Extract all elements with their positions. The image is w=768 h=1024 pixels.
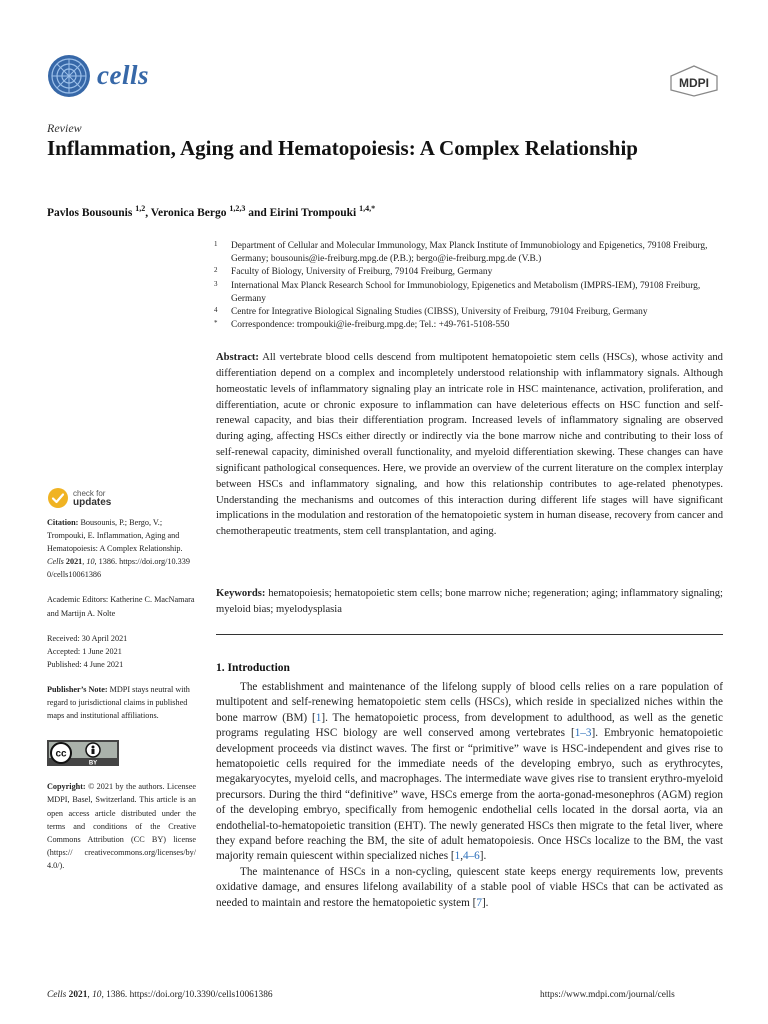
footer-year: 2021	[68, 990, 88, 1000]
keywords-label: Keywords:	[216, 588, 266, 599]
paragraph-text: ].	[481, 896, 489, 909]
affiliation-text: Faculty of Biology, University of Freiburg, 79104 Freiburg, Germany	[231, 267, 493, 278]
mdpi-logo-icon	[667, 64, 721, 98]
affiliation-item	[214, 266, 729, 279]
copyright-label: Copyright:	[47, 782, 86, 792]
affiliation-mark: *	[214, 319, 218, 328]
footer-citation: Cells 2021, 10, 1386. https://doi.org/10.3390/cells10061386	[47, 990, 273, 1000]
check-for-updates-button[interactable]	[47, 486, 196, 510]
publishers-note-text: MDPI stays neutral with regard to jurisdictional claims in published maps and institutional affiliations.	[47, 684, 190, 721]
affiliation-item	[214, 306, 729, 319]
footer-journal: Cells	[47, 990, 67, 1000]
affiliation-text: International Max Planck Research School for Immunobiology, Epigenetics and Metabolism (IMPRS-IEM), 79108 Freiburg, Germany	[231, 280, 701, 304]
author-name: Eirini Trompouki	[269, 206, 357, 219]
affiliation-text: Centre for Integrative Biological Signaling Studies (CIBSS), University of Freiburg, 79104 Freiburg, Germany	[231, 307, 648, 318]
copyright-text: © 2021 by the authors. Licensee MDPI, Basel, Switzerland. This article is an open access article distributed under the terms and conditions of the Creative Commons Attribution (CC BY) license (https:// creativecommons.org/licenses/by/ 4.0/).	[47, 782, 197, 870]
reference-link[interactable]: 1	[315, 711, 322, 724]
citation-block: Citation: Bousounis, P.; Bergo, V.; Trompouki, E. Inflammation, Aging and Hematopoiesis: A Complex Relationship. Cells 2021, 10, 1386. https://doi.org/10.3390/cells10061386	[47, 518, 190, 580]
reference-link[interactable]: 4–6	[462, 850, 480, 863]
cells-journal-logo-icon	[47, 54, 91, 98]
author-separator: ,	[145, 206, 151, 219]
paragraph-text: The maintenance of HSCs in a non-cycling, quiescent state keeps energy requirements low, prevents oxidative damage, and ensures lifelong availability of a stable pool of viable HSCs that can be activated as needed to maintain and restore the hematopoietic system [	[216, 865, 723, 909]
article-title: Inflammation, Aging and Hematopoiesis: A Complex Relationship	[47, 136, 638, 160]
received-date: Received: 30 April 2021	[47, 633, 128, 643]
publication-dates	[47, 632, 196, 671]
introduction-body	[216, 680, 723, 911]
cc-by-license-icon[interactable]	[47, 740, 119, 766]
section-divider	[216, 634, 723, 635]
citation-year: 2021	[65, 557, 83, 567]
affiliation-item	[214, 280, 729, 306]
author-name: Veronica Bergo	[150, 206, 227, 219]
affiliation-mark: 1	[214, 240, 218, 248]
check-updates-label	[73, 489, 111, 507]
mdpi-logo-text: MDPI	[679, 76, 709, 90]
copyright-block	[47, 780, 196, 872]
publishers-note	[47, 683, 196, 722]
check-updates-line2: updates	[73, 497, 112, 508]
paragraph-text: ,	[460, 850, 463, 863]
accepted-date: Accepted: 1 June 2021	[47, 646, 122, 656]
citation-doi-link[interactable]: https://doi.org/10.3390/cells10061386	[47, 557, 190, 580]
author-affiliation-marks: 1,2,3	[229, 204, 246, 213]
publishers-note-label: Publisher’s Note:	[47, 684, 108, 694]
sidebar	[47, 486, 196, 884]
article-type: Review	[47, 121, 82, 135]
abstract-label: Abstract:	[216, 352, 259, 363]
journal-url-link[interactable]: https://www.mdpi.com/journal/cells	[540, 990, 675, 1000]
affiliation-mark: 4	[214, 306, 218, 315]
section-heading-introduction: 1. Introduction	[216, 662, 290, 674]
citation-text: Bousounis, P.; Bergo, V.; Trompouki, E. Inflammation, Aging and Hematopoiesis: A Complex Relationship.	[47, 518, 183, 554]
reference-link[interactable]: 1–3	[574, 727, 592, 740]
paragraph-text: The establishment and maintenance of the lifelong supply of blood cells relies on a rare population of multipotent and self-renewing hematopoietic stem cells (HSCs), which reside in specialized niches within the bone marrow (BM) [	[216, 681, 723, 724]
correspondence-text: Correspondence: trompouki@ie-freiburg.mpg.de; Tel.: +49-761-5108-550	[231, 320, 510, 331]
academic-editors-text: Academic Editors: Katherine C. MacNamara and Martijn A. Nolte	[47, 595, 195, 618]
affiliation-mark: 2	[214, 266, 218, 275]
affiliation-mark: 3	[214, 279, 218, 288]
footer-doi: , 1386. https://doi.org/10.3390/cells10061386	[101, 990, 273, 1000]
keywords-text: hematopoiesis; hematopoietic stem cells; bone marrow niche; regeneration; aging; inflammatory signaling; myeloid bias; myelodysplasia	[216, 588, 723, 615]
paragraph-text: ].	[479, 850, 487, 863]
paragraph-text: ]. The hematopoietic process, from development to adulthood, as well as the genetic programs regulating HSC biology are well conserved among vertebrates [	[216, 711, 723, 740]
affiliations-list	[214, 240, 729, 332]
citation-volume: 10	[86, 557, 95, 567]
intro-paragraph	[216, 680, 723, 865]
author-affiliation-marks: 1,2	[135, 204, 146, 213]
abstract	[216, 350, 723, 540]
abstract-text: All vertebrate blood cells descend from multipotent hematopoietic stem cells (HSCs), whose activity and differentiation depend on a complex and incompletely understood relationship with inflammatory signals. Although homeostatic levels of inflammatory signaling play an intricate role in HSC maintenance, activation, proliferation, and differentiation, acute or chronic exposure to inflammation can have deleterious effects on HSC function and self-renewal capacity, and bias their differentiation program. Increased levels of inflammatory signaling are observed during aging, affecting HSCs either directly or indirectly via the bone marrow niche and contributing to their loss of self-renewal capacity, diminished overall functionality, and myeloid differentiation skewing. These changes can have significant pathological consequences. Here, we provide an overview of the current literature on the complex interplay between HSCs and inflammatory signaling, and how this relationship contributes to age-related phenotypes. Understanding the mechanisms and outcomes of this interaction during different life stages will have significant implications in the modulation and restoration of the hematopoietic system in human disease, recovery from cancer and chemotherapeutic treatments, stem cell transplantation, and aging.	[216, 352, 723, 538]
intro-paragraph	[216, 865, 723, 911]
footer-volume: 10	[92, 990, 102, 1000]
reference-link[interactable]: 1	[454, 850, 461, 863]
citation-pages: , 1386.	[94, 557, 118, 567]
paragraph-text: ]. Embryonic hematopoietic development proceeds via distinct waves. The first or “primitive” wave is HSC-independent and gives rise to hematopoietic cells required for the immediate needs of the developing embryo, such as erythrocytes, megakaryocytes, myeloid cells, and macrophages. The intermediate wave gives rise to transient erythro-myeloid precursors. During the third “definitive” wave, HSCs emerge from the aorta-gonad-mesonephros (AGM) region of the developing embryo, specifically from hemogenic endothelial cells located in the dorsal aorta, via an endothelial-to-hematopoietic transition (EHT). The newly generated HSCs then migrate to the fetal liver, where they expand before reaching the BM, the site of adult hematopoiesis. Once HSCs localize to the BM, the vast majority remain quiescent within specialized niches [	[216, 727, 724, 863]
citation-journal: Cells	[47, 557, 64, 567]
affiliation-item	[214, 240, 729, 266]
check-updates-line1: check for	[73, 489, 106, 498]
keywords	[216, 586, 723, 618]
author-separator: and	[245, 206, 270, 219]
cc-mark: cc	[55, 748, 67, 760]
author-list	[47, 204, 375, 219]
check-updates-icon	[47, 487, 69, 509]
author-affiliation-marks: 1,4,*	[359, 204, 376, 213]
author-name: Pavlos Bousounis	[47, 206, 133, 219]
correspondence-item	[214, 319, 729, 332]
by-mark: BY	[88, 760, 98, 767]
reference-link[interactable]: 7	[476, 896, 482, 909]
academic-editors	[47, 593, 196, 619]
citation-label: Citation:	[47, 518, 79, 527]
journal-name: cells	[97, 60, 149, 90]
published-date: Published: 4 June 2021	[47, 659, 124, 669]
affiliation-text: Department of Cellular and Molecular Immunology, Max Planck Institute of Immunobiology and Epigenetics, 79108 Freiburg, Germany; bousounis@ie-freiburg.mpg.de (P.B.); bergo@ie-freiburg.mpg.de (V.B.)	[231, 241, 708, 265]
